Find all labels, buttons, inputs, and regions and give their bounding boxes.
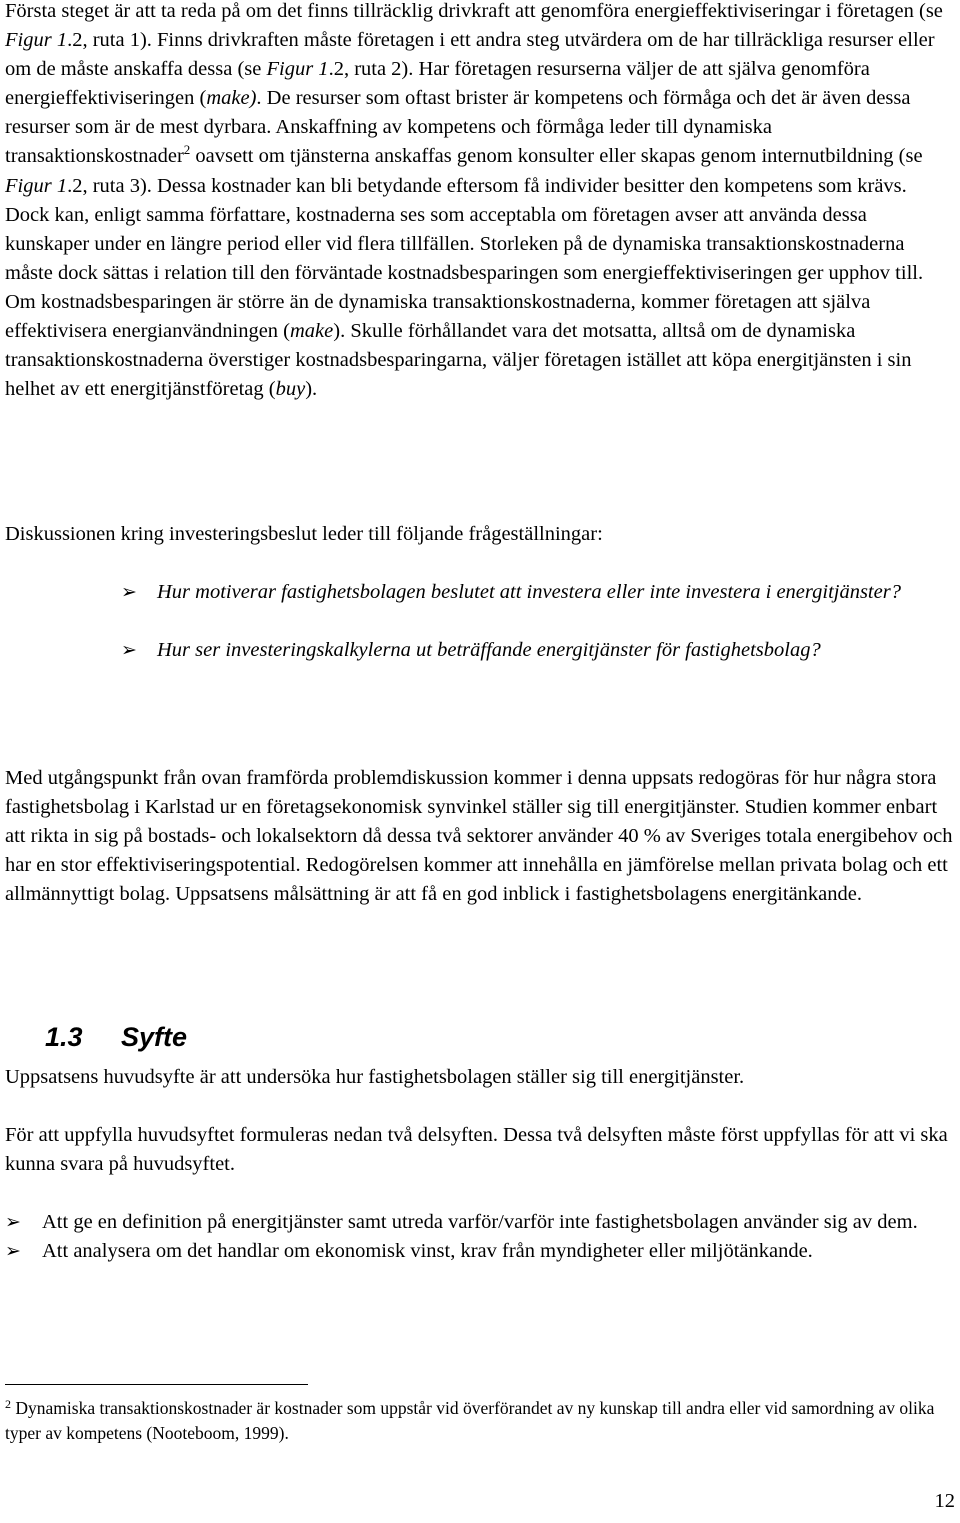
section-number: 1.3: [45, 1022, 83, 1052]
aim-text: Att ge en definition på energitjänster samt utreda varför/varför inte fastighetsbolagen använder sig av dem.: [42, 1211, 918, 1233]
term-make: make): [206, 87, 257, 110]
footnote: [5, 1396, 955, 1446]
arrow-bullet-icon: ➢: [5, 1240, 21, 1262]
footnote-mark: 2: [5, 1397, 11, 1411]
aim-item: [5, 1237, 955, 1266]
paragraph-scope: Med utgångspunkt från ovan framförda problemdiskussion kommer i denna uppsats redogöras för hur några stora fastighetsbolag i Karlstad ur en företagsekonomisk synvinkel ställer sig till energitjänster. Studien kommer enbart att rikta in sig på bostads- och lokalsektorn då dessa två sektorer använder 40 % av Sveriges totala energibehov och har en stor effektiviseringspotential. Redogörelsen kommer att innehålla en jämförelse mellan privata bolag och ett allmännyttigt bolag. Uppsatsens målsättning är att få en god inblick i fastighetsbolagens energitänkande.: [5, 767, 953, 906]
text-run: ).: [305, 378, 318, 401]
aim-text: Att analysera om det handlar om ekonomisk vinst, krav från myndigheter eller miljötänkande.: [42, 1240, 813, 1262]
question-item: [121, 578, 941, 607]
question-text: Hur motiverar fastighetsbolagen beslutet att investera eller inte investera i energitjänster?: [157, 581, 901, 603]
page-number: 12: [934, 1490, 955, 1512]
term-make: make: [290, 320, 334, 343]
section-title: Syfte: [121, 1022, 188, 1052]
question-list: [121, 578, 941, 665]
text-run: ). Skulle förhållandet vara det motsatta, alltså om de dynamiska transaktionskostnaderna överstiger kostnadsbesparingarna, väljer företagen istället att köpa energitjänsten i sin helhet av ett energitjänstföretag (: [5, 320, 912, 401]
text-run: oavsett om tjänsterna anskaffas genom konsulter eller skapas genom internutbildning (se: [190, 145, 923, 168]
paragraph-discussion: Diskussionen kring investeringsbeslut leder till följande frågeställningar:: [5, 523, 603, 545]
figure-reference: Figur 1: [266, 58, 329, 81]
footnote-divider: [5, 1384, 308, 1385]
question-item: [121, 636, 941, 665]
question-text: Hur ser investeringskalkylerna ut beträffande energitjänster för fastighetsbolag?: [157, 639, 821, 661]
arrow-bullet-icon: ➢: [121, 581, 137, 603]
aims-list: [5, 1208, 955, 1266]
text-run: Första steget är att ta reda på om det finns tillräcklig drivkraft att genomföra energieffektiviseringar i företagen (se: [5, 0, 943, 22]
text-run: .2, ruta 1). Finns drivkraften måste företagen i ett andra steg utvärdera om de har tillräckliga resurser eller om de måste anskaffa dessa (se: [5, 29, 935, 81]
paragraph-drivkraft: [5, 0, 955, 404]
footnote-reference: 2: [183, 142, 191, 158]
footnote-text: Dynamiska transaktionskostnader är kostnader som uppstår vid överförandet av ny kunskap till andra eller vid samordning av olika typer av kompetens (Nooteboom, 1999).: [5, 1398, 935, 1443]
aim-item: [5, 1208, 955, 1237]
section-heading: [45, 1022, 187, 1053]
text-run: .2, ruta 3). Dessa kostnader kan bli betydande eftersom få individer besitter den kompetens som krävs. Dock kan, enligt samma författare, kostnaderna ses som acceptabla om företagen avser att använda dessa kunskaper under en längre period eller vid flera tillfällen. Storleken på de dynamiska transaktionskostnaderna måste dock sättas i relation till den förväntade kostnadsbesparingen som energieffektiviseringen ger upphov till. Om kostnadsbesparingen är större än de dynamiska transaktionskostnaderna, kommer företagen att själva effektivisera energianvändningen (: [5, 174, 924, 343]
text-run: . De resurser som oftast brister är kompetens och förmåga och det är även dessa resurser som är de mest dyrbara. Anskaffning av kompetens och förmåga leder till dynamiska transaktionskostnader: [5, 87, 911, 168]
figure-reference: Figur 1: [5, 174, 68, 197]
paragraph-main-purpose: Uppsatsens huvudsyfte är att undersöka hur fastighetsbolagen ställer sig till energitjänster.: [5, 1066, 745, 1088]
text-run: .2, ruta 2). Har företagen resurserna väljer de att själva genomföra energieffektiviseringen (: [5, 58, 870, 110]
figure-reference: Figur 1: [5, 29, 68, 52]
paragraph-sub-purposes: För att uppfylla huvudsyftet formuleras nedan två delsyften. Dessa två delsyften måste först uppfyllas för att vi ska kunna svara på huvudsyftet.: [5, 1124, 948, 1176]
term-buy: buy: [275, 378, 306, 401]
arrow-bullet-icon: ➢: [121, 639, 137, 661]
arrow-bullet-icon: ➢: [5, 1211, 21, 1233]
